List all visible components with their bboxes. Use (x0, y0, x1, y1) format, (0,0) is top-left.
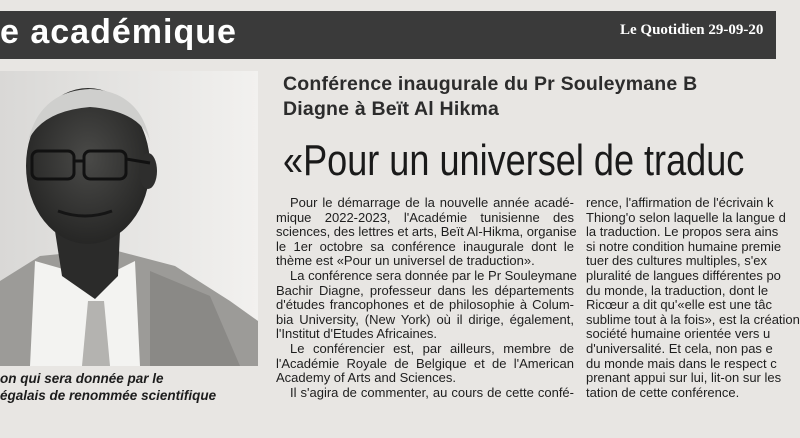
caption-line: on qui sera donnée par le (0, 371, 164, 386)
body-line: bia University, (New York) où il dirige, également, (276, 311, 574, 327)
body-line: Le conférencier est, par ailleurs, membre de (290, 340, 574, 356)
body-line: société humaine orientée vers u (586, 326, 771, 342)
body-line: si notre condition humaine premie (586, 238, 782, 254)
body-line: tation de cette conférence. (586, 384, 740, 400)
body-line: Academy of Arts and Sciences. (276, 370, 456, 386)
body-line: mique 2022-2023, l'Académie tunisienne des (276, 209, 574, 225)
newspaper-date: Le Quotidien 29-09-20 (620, 22, 764, 38)
article-column-2 (586, 195, 800, 400)
body-line: du monde mais dans le respect c (586, 355, 777, 371)
body-line: tuer des cultures multiples, s'ex (586, 253, 767, 269)
caption-line: égalais de renommée scientifique (0, 388, 217, 403)
body-line: Ricœur a dit qu'«elle est une tâc (586, 297, 773, 313)
body-line: l'Institut d'Etudes Africaines. (276, 326, 438, 342)
body-line: le 1er octobre sa conférence inaugurale dont le (276, 238, 574, 254)
body-line: d'études francophones et de philosophie à Colum- (276, 297, 574, 313)
body-line: prenant appui sur lui, lit-on sur les (586, 370, 782, 386)
body-line: thème est «Pour un universel de traduction». (276, 253, 535, 269)
photo-caption (0, 370, 258, 404)
article-column-1 (276, 195, 577, 400)
body-line: Bachir Diagne, professeur dans les départements (276, 282, 574, 298)
body-line: l'Académie Royale de Belgique et de l'American (276, 355, 574, 371)
body-line: Il s'agira de commenter, au cours de cette confé- (290, 384, 574, 400)
kicker-line: Diagne à Beït Al Hikma (283, 98, 500, 120)
body-line: rence, l'affirmation de l'écrivain k (586, 195, 774, 210)
article-headline: «Pour un universel de traduc (283, 136, 745, 185)
portrait-photo (0, 71, 258, 366)
body-line: du monde, la traduction, dont le (586, 282, 769, 298)
kicker-line: Conférence inaugurale du Pr Souleymane B (283, 73, 698, 95)
body-line: d'universalité. Et cela, non pas e (586, 340, 773, 356)
body-line: sciences, des lettres et arts, Beït Al-Hikma, organise (276, 224, 577, 240)
body-line: pluralité de langues différentes po (586, 267, 781, 283)
body-line: La conférence sera donnée par le Pr Souleymane (290, 267, 577, 283)
body-line: la traduction. Le propos sera ains (586, 224, 779, 240)
body-line: Thiong'o selon laquelle la langue d (586, 209, 786, 225)
portrait-illustration (0, 71, 258, 366)
section-title: e académique (0, 13, 237, 51)
article-kicker (283, 72, 776, 122)
body-line: Pour le démarrage de la nouvelle année acadé- (290, 195, 574, 210)
body-line: sublime tout à la fois», est la création (586, 311, 800, 327)
